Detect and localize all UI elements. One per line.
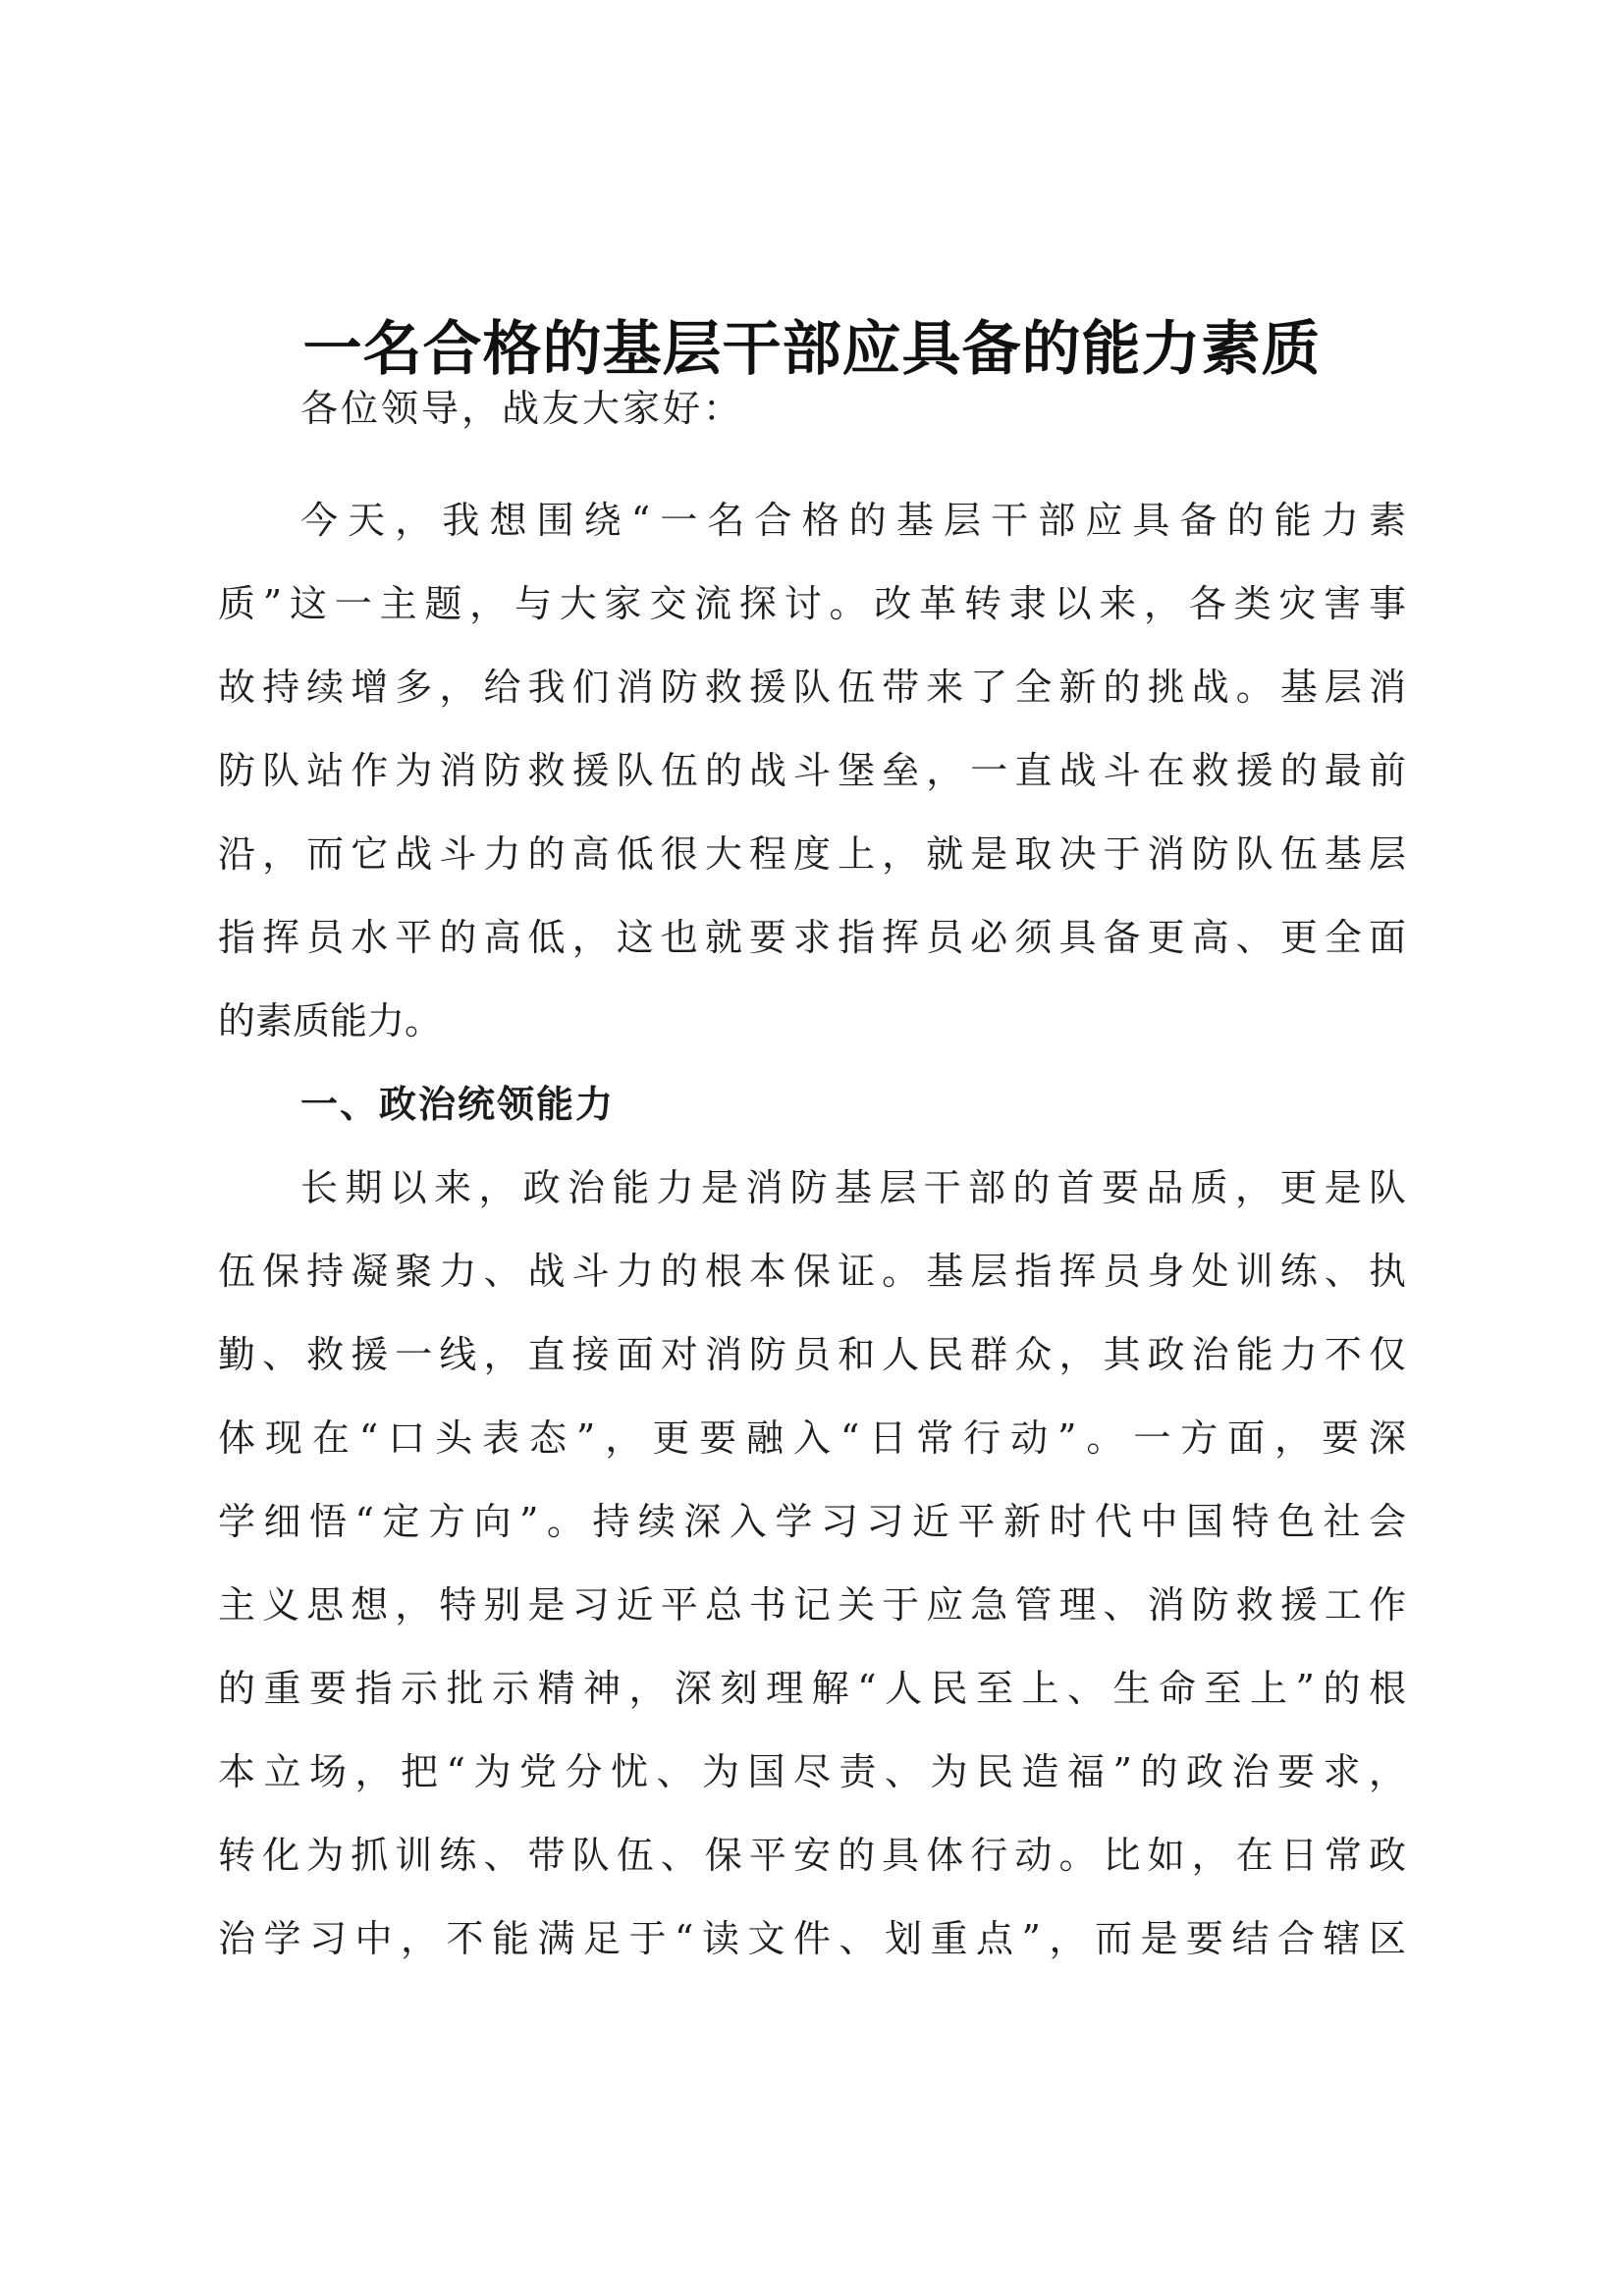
paragraph-line: 的素质能力。 xyxy=(218,999,443,1042)
paragraph-line: 本立场，把“为党分忧、为国尽责、为民造福”的政治要求， xyxy=(218,1750,1406,1793)
paragraph-line: 转化为抓训练、带队伍、保平安的具体行动。比如，在日常政 xyxy=(218,1834,1406,1877)
document-title: 一名合格的基层干部应具备的能力素质 xyxy=(302,315,1322,384)
paragraph-line: 学细悟“定方向”。持续深入学习习近平新时代中国特色社会 xyxy=(218,1500,1406,1543)
paragraph-line: 体现在“口头表态”，更要融入“日常行动”。一方面，要深 xyxy=(218,1416,1406,1460)
paragraph-line: 故持续增多，给我们消防救援队伍带来了全新的挑战。基层消 xyxy=(218,666,1406,709)
paragraph-line: 今天，我想围绕“一名合格的基层干部应具备的能力素 xyxy=(300,499,1406,542)
paragraph-line: 治学习中，不能满足于“读文件、划重点”，而是要结合辖区 xyxy=(218,1917,1406,1960)
paragraph-line: 主义思想，特别是习近平总书记关于应急管理、消防救援工作 xyxy=(218,1583,1406,1627)
paragraph-line: 伍保持凝聚力、战斗力的根本保证。基层指挥员身处训练、执 xyxy=(218,1250,1406,1293)
paragraph-line: 质”这一主题，与大家交流探讨。改革转隶以来，各类灾害事 xyxy=(218,582,1406,625)
paragraph-line: 的重要指示批示精神，深刻理解“人民至上、生命至上”的根 xyxy=(218,1667,1406,1710)
paragraph-line: 长期以来，政治能力是消防基层干部的首要品质，更是队 xyxy=(300,1166,1406,1209)
greeting: 各位领导，战友大家好： xyxy=(300,387,744,430)
paragraph-line: 防队站作为消防救援队伍的战斗堡垒，一直战斗在救援的最前 xyxy=(218,749,1406,792)
section-heading: 一、政治统领能力 xyxy=(300,1083,616,1126)
paragraph-line: 沿，而它战斗力的高低很大程度上，就是取决于消防队伍基层 xyxy=(218,832,1406,876)
paragraph-line: 勤、救援一线，直接面对消防员和人民群众，其政治能力不仅 xyxy=(218,1333,1406,1376)
paragraph-line: 指挥员水平的高低，这也就要求指挥员必须具备更高、更全面 xyxy=(218,916,1406,959)
